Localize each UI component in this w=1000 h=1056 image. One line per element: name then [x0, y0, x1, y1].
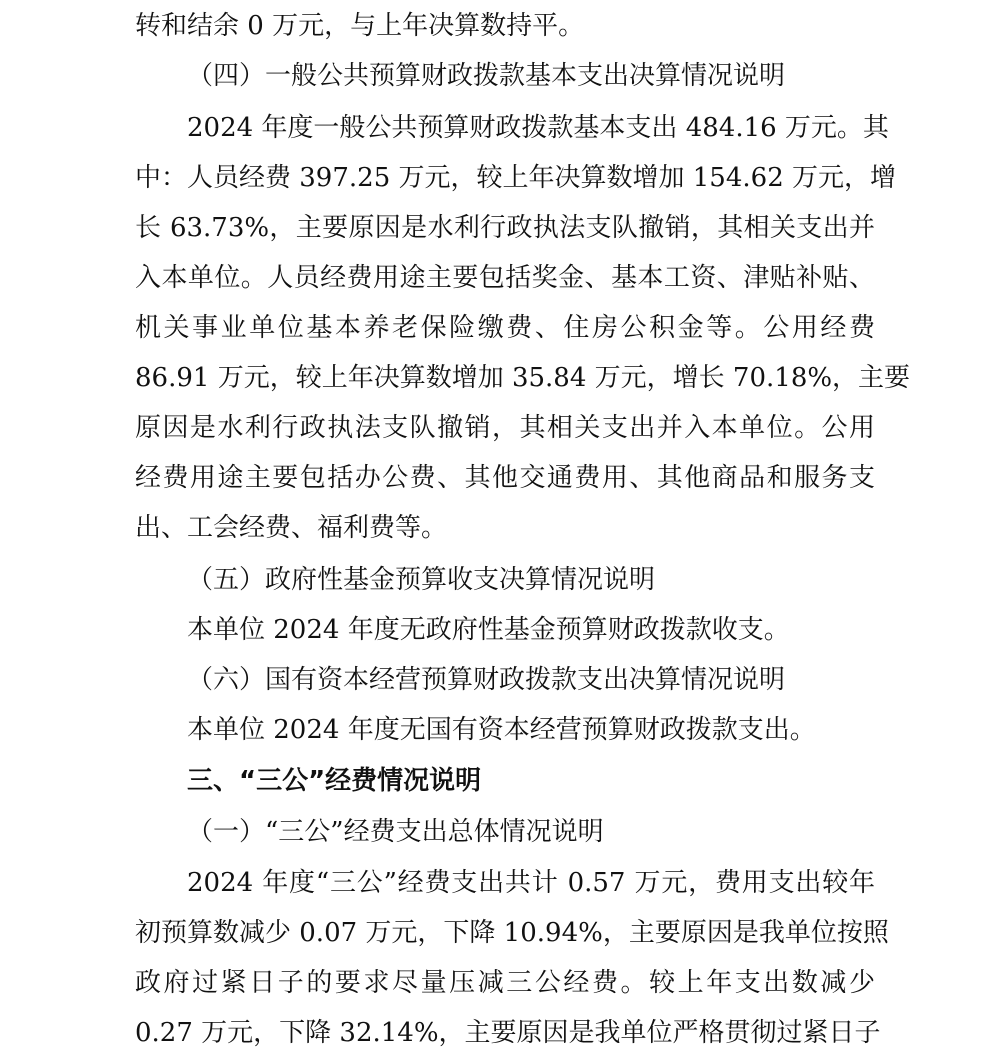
paragraph-line: 出、工会经费、福利费等。 [135, 513, 448, 543]
section-heading-1: （一）“三公”经费支出总体情况说明 [187, 817, 604, 847]
paragraph-line: 入本单位。人员经费用途主要包括奖金、基本工资、津贴补贴、 [135, 263, 875, 293]
section-heading-5: （五）政府性基金预算收支决算情况说明 [187, 565, 656, 595]
paragraph-line: 中：人员经费 397.25 万元，较上年决算数增加 154.62 万元，增 [135, 163, 897, 193]
paragraph-line: 2024 年度一般公共预算财政拨款基本支出 484.16 万元。其 [187, 113, 889, 143]
paragraph-line: 初预算数减少 0.07 万元，下降 10.94%，主要原因是我单位按照 [135, 918, 889, 948]
paragraph-line: 本单位 2024 年度无政府性基金预算财政拨款收支。 [187, 615, 790, 645]
paragraph-line: 长 63.73%，主要原因是水利行政执法支队撤销，其相关支出并 [135, 213, 875, 243]
chapter-heading-3: 三、“三公”经费情况说明 [187, 766, 482, 796]
paragraph-line: 本单位 2024 年度无国有资本经营预算财政拨款支出。 [187, 715, 816, 745]
section-heading-4: （四）一般公共预算财政拨款基本支出决算情况说明 [187, 61, 786, 91]
paragraph-line: 原因是水利行政执法支队撤销，其相关支出并入本单位。公用 [135, 413, 875, 443]
paragraph-line: 经费用途主要包括办公费、其他交通费用、其他商品和服务支 [135, 463, 875, 493]
paragraph-line: 政府过紧日子的要求尽量压减三公经费。较上年支出数减少 [135, 968, 875, 998]
paragraph-line: 86.91 万元，较上年决算数增加 35.84 万元，增长 70.18%，主要 [135, 363, 911, 393]
paragraph-line: 2024 年度“三公”经费支出共计 0.57 万元，费用支出较年 [187, 868, 875, 898]
paragraph-line: 转和结余 0 万元，与上年决算数持平。 [135, 11, 585, 41]
paragraph-line: 机关事业单位基本养老保险缴费、住房公积金等。公用经费 [135, 313, 875, 343]
section-heading-6: （六）国有资本经营预算财政拨款支出决算情况说明 [187, 665, 786, 695]
paragraph-line: 0.27 万元，下降 32.14%，主要原因是我单位严格贯彻过紧日子 [135, 1018, 881, 1048]
